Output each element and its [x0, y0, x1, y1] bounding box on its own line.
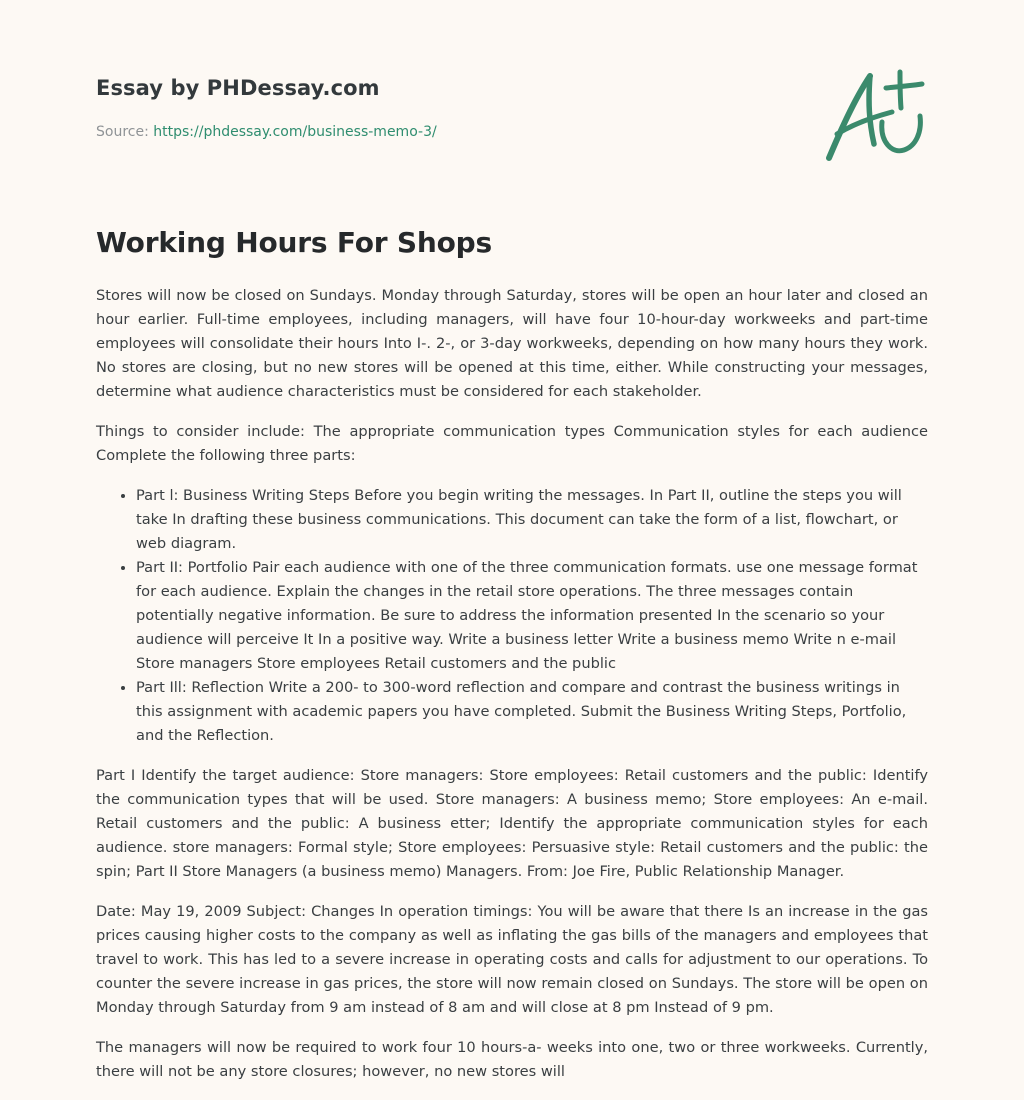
list-item: • Part l: Business Writing Steps Before you begin writing the messages. In Part II, outline the steps you will take In drafting these business communications. This document can take the form of a list, flowchart, or web diagram. — [136, 484, 928, 556]
document-title: Working Hours For Shops — [96, 226, 492, 259]
source-label: Source: — [96, 124, 154, 140]
list-item: • Part II: Portfolio Pair each audience with one of the three communication formats. use one message format for each audience. Explain the changes in the retail store operations. The three messages contain potentially negative information. Be sure to address the information presented In the scenario so your audience will perceive It In a positive way. Write a business letter Write a business memo Write n e-mail Store managers Store employees Retail customers and the public — [136, 556, 928, 676]
source-line — [96, 124, 437, 140]
list-item: • Part Ill: Reflection Write a 200- to 300-word reflection and compare and contrast the business writings in this assignment with academic papers you have completed. Submit the Business Writing Steps, Portfolio, and the Reflection. — [136, 676, 928, 748]
parts-list — [96, 484, 928, 748]
site-title: Essay by PHDessay.com — [96, 76, 380, 100]
document-body — [96, 284, 928, 1100]
body-paragraph: The managers will now be required to work four 10 hours-a- weeks into one, two or three workweeks. Currently, there will not be any store closures; however, no new stores will — [96, 1039, 928, 1080]
source-link[interactable]: https://phdessay.com/business-memo-3/ — [153, 124, 437, 140]
body-paragraph: Stores will now be closed on Sundays. Monday through Saturday, stores will be open an hour later and closed an hour earlier. Full-time employees, including managers, will have four 10-hour-day workweeks and part-time employees will consolidate their hours Into I-. 2-, or 3-day workweeks, depending on how many hours they work. No stores are closing, but no new stores will be opened at this time, either. While constructing your messages, determine what audience characteristics must be considered for each stakeholder. — [96, 287, 928, 400]
a-plus-logo-icon — [818, 62, 930, 166]
body-paragraph: Part I Identify the target audience: Store managers: Store employees: Retail customers and the public: Identify the communication types that will be used. Store managers: A business memo; Store employees: An e-mail. Retail customers and the public: A business etter; Identify the appropriate communication styles for each audience. store managers: Formal style; Store employees: Persuasive style: Retail customers and the public: the spin; Part II Store Managers (a business memo) Managers. From: Joe Fire, Public Relationship Manager. — [96, 767, 928, 880]
body-paragraph: Date: May 19, 2009 Subject: Changes In operation timings: You will be aware that there Is an increase in the gas prices causing higher costs to the company as well as inflating the gas bills of the managers and employees that travel to work. This has led to a severe increase in operating costs and calls for adjustment to our operations. To counter the severe increase in gas prices, the store will now remain closed on Sundays. The store will be open on Monday through Saturday from 9 am instead of 8 am and will close at 8 pm Instead of 9 pm. — [96, 903, 928, 1016]
body-paragraph: Things to consider include: The appropriate communication types Communication styles for each audience Complete the following three parts: — [96, 423, 928, 464]
